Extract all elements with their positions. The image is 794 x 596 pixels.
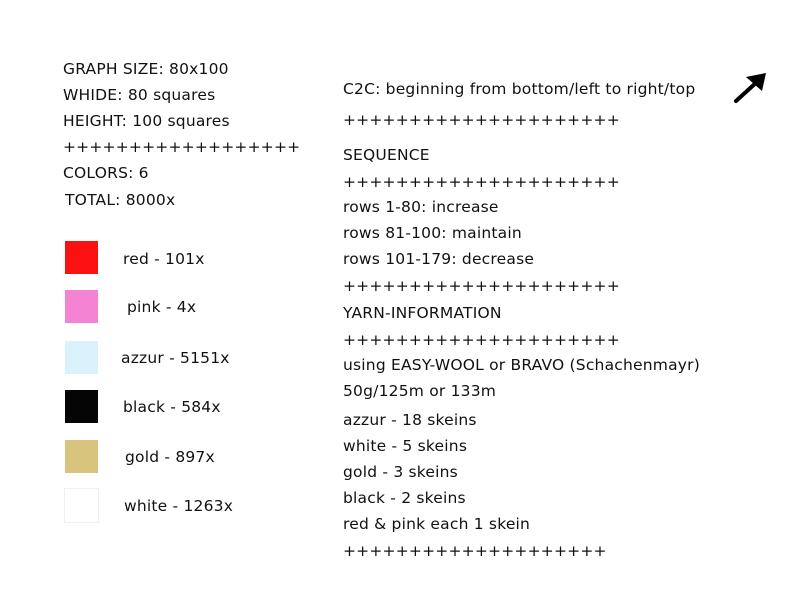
swatch-gold-label: gold - 897x bbox=[125, 448, 215, 466]
arrow-up-right-icon bbox=[733, 72, 767, 104]
right-separator-1: +++++++++++++++++++++ bbox=[343, 111, 620, 129]
right-separator-3: +++++++++++++++++++++ bbox=[343, 277, 620, 295]
yarn-gold: gold - 3 skeins bbox=[343, 463, 458, 481]
yarn-brand: using EASY-WOOL or BRAVO (Schachenmayr) bbox=[343, 356, 700, 374]
swatch-white bbox=[65, 489, 98, 522]
swatch-azzur bbox=[65, 341, 98, 374]
swatch-red-label: red - 101x bbox=[123, 250, 205, 268]
yarn-azzur: azzur - 18 skeins bbox=[343, 411, 477, 429]
right-separator-2: +++++++++++++++++++++ bbox=[343, 173, 620, 191]
swatch-black-label: black - 584x bbox=[123, 398, 221, 416]
graph-height: HEIGHT: 100 squares bbox=[63, 112, 230, 130]
colors-count: COLORS: 6 bbox=[63, 164, 149, 182]
swatch-red bbox=[65, 241, 98, 274]
swatch-white-label: white - 1263x bbox=[124, 497, 234, 515]
right-separator-4: +++++++++++++++++++++ bbox=[343, 331, 620, 349]
sequence-row-maintain: rows 81-100: maintain bbox=[343, 224, 522, 242]
swatch-gold bbox=[65, 440, 98, 473]
swatch-pink bbox=[65, 290, 98, 323]
sequence-row-decrease: rows 101-179: decrease bbox=[343, 250, 535, 268]
graph-width: WHIDE: 80 squares bbox=[63, 86, 216, 104]
yarn-red-pink: red & pink each 1 skein bbox=[343, 515, 531, 533]
yarn-white: white - 5 skeins bbox=[343, 437, 468, 455]
right-separator-5: ++++++++++++++++++++ bbox=[343, 542, 607, 560]
total-stitches: TOTAL: 8000x bbox=[65, 191, 176, 209]
yarn-title: YARN-INFORMATION bbox=[343, 304, 502, 322]
sequence-title: SEQUENCE bbox=[343, 146, 430, 164]
c2c-direction: C2C: beginning from bottom/left to right/top bbox=[343, 80, 696, 98]
swatch-pink-label: pink - 4x bbox=[127, 298, 197, 316]
sequence-row-increase: rows 1-80: increase bbox=[343, 198, 499, 216]
graph-size: GRAPH SIZE: 80x100 bbox=[63, 60, 229, 78]
left-separator: ++++++++++++++++++ bbox=[63, 138, 301, 156]
swatch-black bbox=[65, 390, 98, 423]
yarn-black: black - 2 skeins bbox=[343, 489, 466, 507]
swatch-azzur-label: azzur - 5151x bbox=[121, 349, 230, 367]
yarn-weight: 50g/125m or 133m bbox=[343, 382, 497, 400]
